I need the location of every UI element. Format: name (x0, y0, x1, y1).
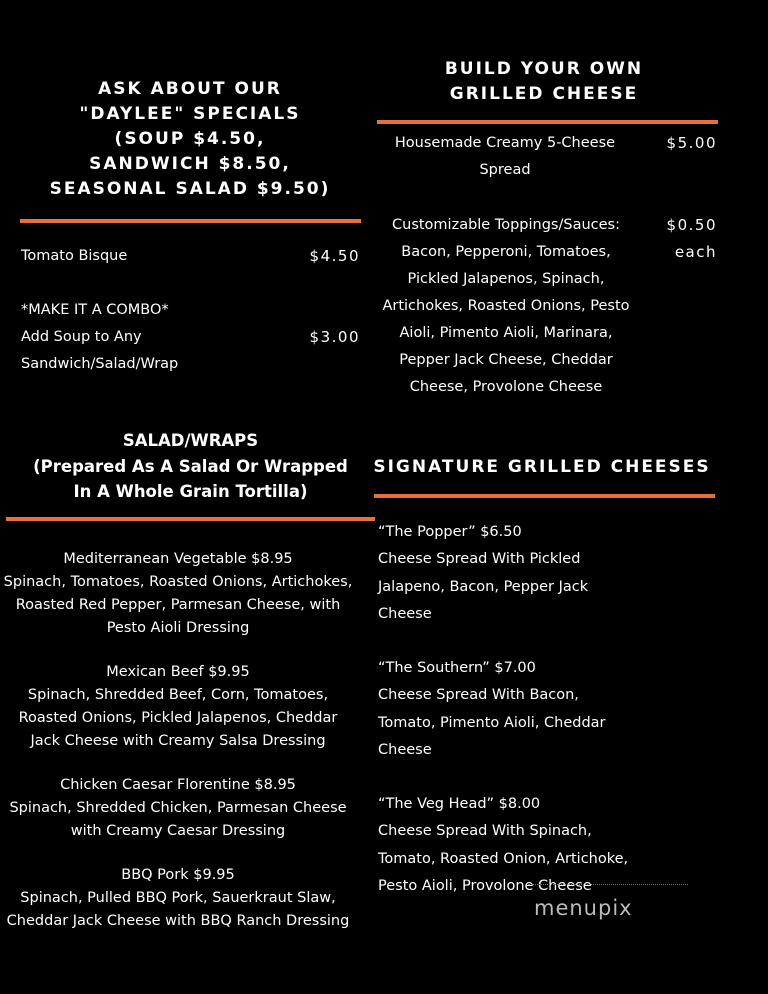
combo-line: *MAKE IT A COMBO* (21, 302, 169, 318)
signature-item-desc: Cheese Spread With Spinach, (378, 823, 592, 840)
signature-item-desc: Cheese Spread With Pickled (378, 551, 581, 568)
daylee-divider (20, 219, 361, 223)
salad-item-title: Mexican Beef $9.95 (106, 664, 250, 680)
signature-item-desc: Cheese (378, 741, 432, 758)
spread-line: Housemade Creamy 5-Cheese (394, 135, 616, 151)
salad-item-desc: Roasted Red Pepper, Parmesan Cheese, with (15, 597, 341, 613)
salad-item (0, 661, 356, 753)
byo-heading-line: GRILLED CHEESE (449, 84, 639, 104)
soup-name: Tomato Bisque (21, 248, 128, 264)
salad-item-title: Chicken Caesar Florentine $8.95 (60, 777, 296, 793)
salad-item-title: Mediterranean Vegetable $8.95 (63, 551, 293, 567)
salad-item-desc: Cheddar Jack Cheese with BBQ Ranch Dressing (6, 913, 350, 929)
signature-item (378, 655, 708, 764)
signature-item (378, 519, 708, 628)
spread-line: Spread (479, 162, 531, 178)
toppings-line: Customizable Toppings/Sauces: (392, 217, 620, 233)
combo-line: Sandwich/Salad/Wrap (21, 356, 179, 372)
toppings-line: Aioli, Pimento Aioli, Marinara, (399, 325, 613, 341)
toppings-line: Cheese, Provolone Cheese (409, 379, 603, 395)
soup-price: $4.50 (309, 247, 360, 265)
daylee-heading-line: (SOUP $4.50, (114, 129, 266, 149)
watermark-logo: menupix (534, 896, 633, 920)
salads-heading-line: SALAD/WRAPS (122, 431, 259, 450)
daylee-heading-line: SANDWICH $8.50, (89, 154, 291, 174)
signature-item-desc: Pesto Aioli, Provolone Cheese (378, 877, 592, 894)
salad-item (0, 548, 356, 640)
salads-heading-line: (Prepared As A Salad Or Wrapped (33, 456, 348, 476)
salad-item-desc: Roasted Onions, Pickled Jalapenos, Cheddar (18, 710, 338, 726)
signature-heading: SIGNATURE GRILLED CHEESES (373, 457, 711, 477)
salad-item-desc: with Creamy Caesar Dressing (70, 823, 286, 839)
daylee-heading-line: "DAYLEE" SPECIALS (79, 104, 301, 124)
salad-item-desc: Spinach, Pulled BBQ Pork, Sauerkraut Slaw, (20, 890, 336, 906)
daylee-heading-line: ASK ABOUT OUR (98, 79, 282, 99)
daylee-heading (20, 77, 360, 202)
spread-text (380, 130, 630, 184)
signature-item-title: “The Popper” $6.50 (378, 524, 522, 540)
toppings-price: $0.50 (666, 216, 717, 234)
combo-text (21, 297, 178, 378)
salad-item-desc: Spinach, Shredded Beef, Corn, Tomatoes, (27, 687, 329, 703)
salads-divider (6, 517, 375, 521)
salad-item-title: BBQ Pork $9.95 (121, 867, 235, 883)
salad-item (0, 864, 356, 933)
signature-item-title: “The Veg Head” $8.00 (378, 796, 541, 812)
daylee-heading-line: SEASONAL SALAD $9.50) (49, 179, 331, 199)
byo-heading-line: BUILD YOUR OWN (444, 59, 644, 79)
toppings-line: Pepper Jack Cheese, Cheddar (399, 352, 613, 368)
salad-item-desc: Jack Cheese with Creamy Salsa Dressing (30, 733, 326, 749)
signature-item-desc: Jalapeno, Bacon, Pepper Jack (378, 578, 589, 595)
toppings-text (376, 212, 636, 401)
signature-item-desc: Cheese Spread With Bacon, (378, 687, 579, 704)
toppings-line: Artichokes, Roasted Onions, Pesto (382, 298, 630, 314)
signature-item-title: “The Southern” $7.00 (378, 660, 536, 676)
toppings-unit: each (674, 243, 717, 261)
signature-item-desc: Tomato, Pimento Aioli, Cheddar (378, 714, 606, 731)
toppings-line: Pickled Jalapenos, Spinach, (407, 271, 605, 287)
salads-heading (8, 428, 373, 505)
combo-line: Add Soup to Any (21, 329, 142, 345)
toppings-line: Bacon, Pepperoni, Tomatoes, (401, 244, 611, 260)
salad-item-desc: Pesto Aioli Dressing (106, 620, 250, 636)
salad-item (0, 774, 356, 843)
signature-divider (374, 494, 715, 498)
signature-item-desc: Cheese (378, 605, 432, 622)
spread-price: $5.00 (666, 134, 717, 152)
byo-heading (374, 57, 714, 107)
salads-heading-line: In A Whole Grain Tortilla) (73, 482, 308, 501)
byo-divider (377, 120, 718, 124)
salad-item-desc: Spinach, Tomatoes, Roasted Onions, Artichokes, (3, 574, 353, 590)
signature-item-desc: Tomato, Roasted Onion, Artichoke, (378, 850, 629, 867)
salad-item-desc: Spinach, Shredded Chicken, Parmesan Cheese (9, 800, 347, 816)
combo-price: $3.00 (309, 328, 360, 346)
